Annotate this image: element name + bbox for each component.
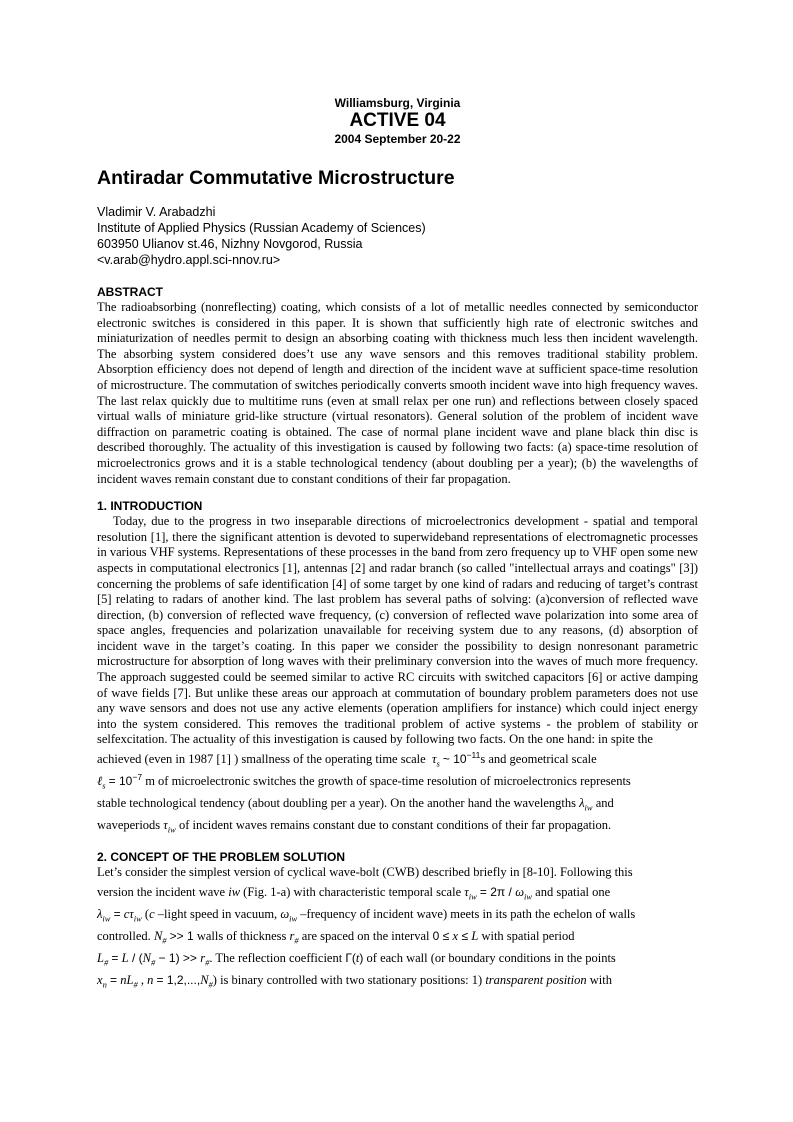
concept-heading: 2. CONCEPT OF THE PROBLEM SOLUTION <box>97 850 346 865</box>
introduction-formula-line-2: ℓ$_s$ = $10^{-7}$ m of microelectronic switches the growth of space-time resolution of microelectronics represents <box>97 772 631 791</box>
concept-line-4: controlled. $N_{\#} >> 1$ walls of thickness $r_{\#}$ are spaced on the interval 0 ≤ x ≤ L with spatial period <box>97 928 575 946</box>
introduction-formula-line-4: waveperiods $\tau_{iw}$ of incident waves remains constant due to constant conditions of their far propagation. <box>97 818 612 835</box>
introduction-formula-line-1: achieved (even in 1987 [1] ) smallness of the operating time scale $\tau_s$ ~ $10^{-11}s$ and geometrical scale <box>97 750 597 769</box>
paper-page <box>97 96 698 991</box>
concept-line-6: $x_n = nL_{\#}$ , $n = 1,2,...,N_{\#}$) is binary controlled with two stationary positions: 1) transparent position with <box>97 972 612 990</box>
author-name: Vladimir V. Arabadzhi <box>97 205 216 219</box>
introduction-text: Today, due to the progress in two inseparable directions of microelectronics development - spatial and temporal resolution [1], there the significant attention is devoted to superwideband representations of electromagnetic processes in various VHF systems. Representations of these processes in the band from zero frequency up to VHF open some new aspects in computational electronics [1], antennas [2] and radar branch (so called "intellectual arrays and coatings" [3]) concerning the problems of safe identification [4] of some target by one kind of radars and reducing of target’s contrast [5] relating to radars of another kind. The last problem has several paths of solving: (a)conversion of reflected wave direction, (b) conversion of reflected wave frequency, (c) conversion of reflected wave polarization into some area of space angles, frequencies and polarization unavailable for receiving system due to any reasons, (d) absorption of incident wave in the target’s coating. In this paper we consider the possibility to design nonresonant parametric microstructure for absorption of long waves with their preliminary conversion into the waves of much more frequency. The approach suggested could be seemed similar to active RC circuits with switched capacitors [6] or active damping of wave fields [7]. But unlike these areas our approach at commutation of boundary problem parameters does not use any wave sensors and does not use any active elements (operation amplifiers for instance) which could inject energy into the system considered. This removes the traditional problem of active systems - the problem of stability or selfexcitation. The actuality of this investigation is caused by following two facts. On the one hand: in spite the <box>97 514 698 747</box>
conference-date: 2004 September 20-22 <box>334 132 461 146</box>
author-address: 603950 Ulianov st.46, Nizhny Novgorod, Russia <box>97 237 363 251</box>
author-email: <v.arab@hydro.appl.sci-nnov.ru> <box>97 253 281 267</box>
introduction-heading: 1. INTRODUCTION <box>97 499 203 514</box>
abstract-heading: ABSTRACT <box>97 285 163 299</box>
concept-line-2: version the incident wave iw (Fig. 1-a) with characteristic temporal scale $\tau_{iw} = 2\pi / \omega_{iw}$ and spatial one <box>97 884 611 902</box>
author-block <box>97 204 698 268</box>
concept-line-5: $L_{\#} = L / (N_{\#} - 1) >> r_{\#}$. The reflection coefficient Γ(t) of each wall (or boundary conditions in the points <box>97 950 616 968</box>
introduction-formula-line-3: stable technological tendency (about doubling per a year). On the another hand the wavelengths $\lambda_{iw}$ and <box>97 796 614 813</box>
concept-line-1: Let’s consider the simplest version of cyclical wave-bolt (CWB) described briefly in [8-10]. Following this <box>97 865 633 880</box>
abstract-text: The radioabsorbing (nonreflecting) coating, which consists of a lot of metallic needles connected by semiconductor electronic switches is considered in this paper. It is shown that sufficiently high rate of electronic switches and miniaturization of needles permit to design an absorbing coating with thickness much less then incident wavelength. The absorbing system considered does’t use any wave sensors and this removes traditional stability problem. Absorption efficiency does not depend of length and direction of the incident wave at sufficient space-time resolution of microstructure. The commutation of switches periodically converts smooth incident wave into high frequency waves. The last relax quickly due to multitime runs (even at small relax per one run) and reflections between closely spaced virtual walls of miniature grid-like structure (virtual resonators). General solution of the problem of incident wave diffraction on parametric coating is obtained. The case of normal plane incident wave and plane black thin disc is described thoroughly. The actuality of this investigation is caused by following two facts: (a) space-time resolution of microelectronics grows and it is a stable technological tendency (about doubling per a year); (b) the wavelengths of incident waves remain constant due to constant conditions of their far propagation. <box>97 300 698 486</box>
paper-title: Antiradar Commutative Microstructure <box>97 167 455 189</box>
author-institute: Institute of Applied Physics (Russian Academy of Sciences) <box>97 221 426 235</box>
conference-location: Williamsburg, Virginia <box>334 96 461 110</box>
concept-line-3: $\lambda_{iw} = c\tau_{iw}$ (c –light speed in vacuum, $\omega_{iw}$ –frequency of incident wave) meets in its path the echelon of walls <box>97 906 636 924</box>
conference-name: ACTIVE 04 <box>349 110 446 131</box>
conference-header <box>97 96 698 146</box>
